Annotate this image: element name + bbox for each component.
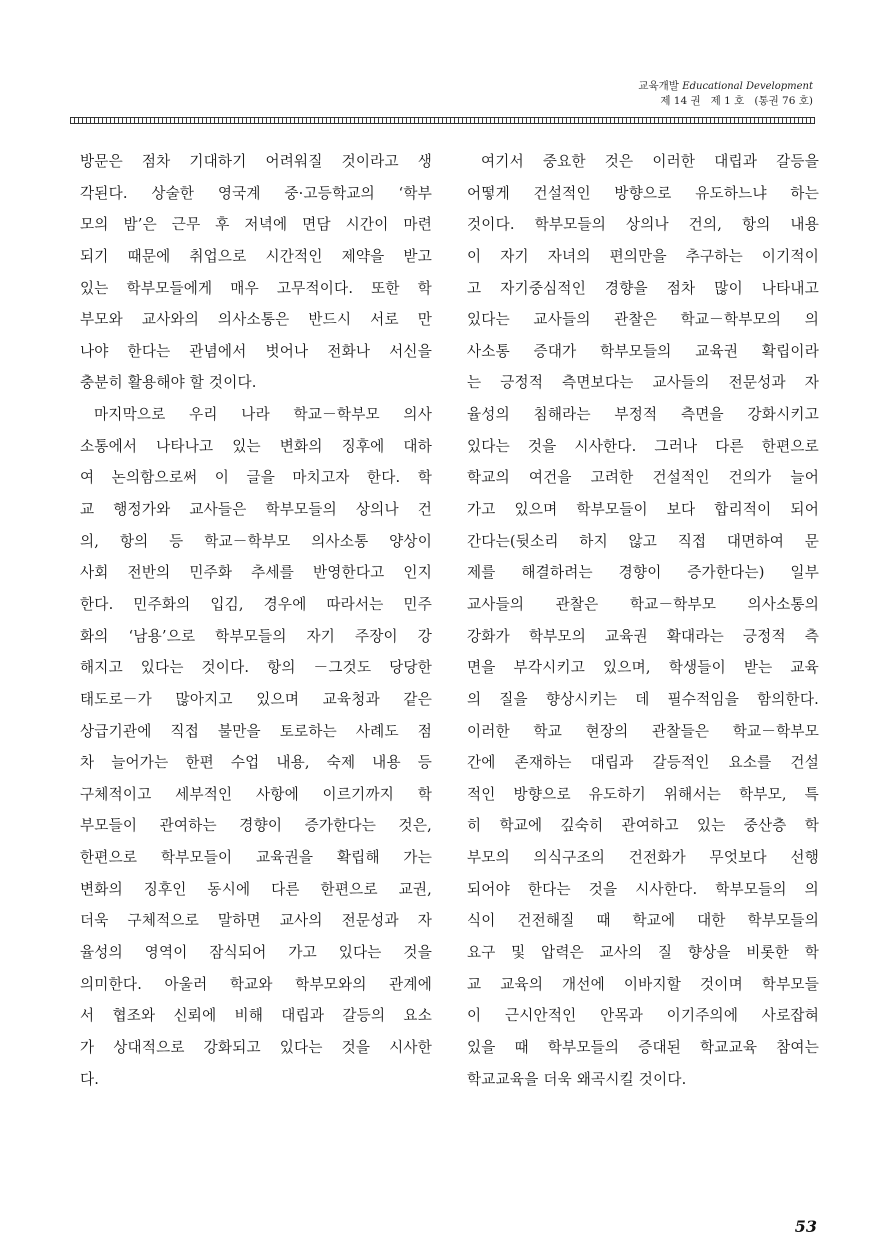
text-line: 있을 때 학부모들의 증대된 학교교육 참여는 xyxy=(467,1038,819,1056)
text-line: 있다는 교사들의 관찰은 학교－학부모의 의 xyxy=(467,311,819,329)
text-line: 각된다. 상술한 영국계 중·고등학교의 ‘학부 xyxy=(80,184,432,202)
text-line: 면을 부각시키고 있으며, 학생들이 받는 교육 xyxy=(467,659,819,677)
text-line: 학교의 여건을 고려한 건설적인 건의가 늘어 xyxy=(467,469,819,487)
volume-number: 제 14 권 xyxy=(660,95,701,107)
text-line: 한다. 민주화의 입김, 경우에 따라서는 민주 xyxy=(80,595,432,613)
running-header xyxy=(638,79,813,109)
text-line: 되기 때문에 취업으로 시간적인 제약을 받고 xyxy=(80,247,432,265)
text-line: 는 긍정적 측면보다는 교사들의 전문성과 자 xyxy=(467,374,819,392)
text-line: 부모와 교사와의 의사소통은 반드시 서로 만 xyxy=(80,311,432,329)
issue-number: 제 1 호 xyxy=(710,95,745,107)
header-divider xyxy=(70,117,815,124)
volume-issue-line xyxy=(638,94,813,109)
text-line: 고 자기중심적인 경향을 점차 많이 나타내고 xyxy=(467,279,819,297)
text-line: 태도로－가 많아지고 있으며 교육청과 같은 xyxy=(80,690,432,708)
text-line: 강화가 학부모의 교육권 확대라는 긍정적 측 xyxy=(467,627,819,645)
text-line: 방문은 점차 기대하기 어려워질 것이라고 생 xyxy=(80,153,432,170)
text-line: 이러한 학교 현장의 관찰들은 학교－학부모 xyxy=(467,722,819,740)
text-line: 것이다. 학부모들의 상의나 건의, 항의 내용 xyxy=(467,216,819,234)
serial-number: (통권 76 호) xyxy=(754,95,813,107)
text-line: 구체적이고 세부적인 사항에 이르기까지 학 xyxy=(80,785,432,803)
text-line: 가고 있으며 학부모들이 보다 합리적이 되어 xyxy=(467,501,819,519)
left-column xyxy=(80,146,432,1095)
text-line: 다. xyxy=(80,1070,100,1088)
text-line: 교 교육의 개선에 이바지할 것이며 학부모들 xyxy=(467,975,819,993)
text-line: 있다는 것을 시사한다. 그러나 다른 한편으로 xyxy=(467,437,819,455)
text-line: 히 학교에 깊숙히 관여하고 있는 중산층 학 xyxy=(467,817,819,835)
text-line: 모의 밤’은 근무 후 저녁에 면담 시간이 마련 xyxy=(80,216,432,234)
text-line: 교 행정가와 교사들은 학부모들의 상의나 건 xyxy=(80,501,432,519)
text-line: 적인 방향으로 유도하기 위해서는 학부모, 특 xyxy=(467,785,819,803)
text-line: 변화의 징후인 동시에 다른 한편으로 교권, xyxy=(80,880,432,898)
text-line: 어떻게 건설적인 방향으로 유도하느냐 하는 xyxy=(467,184,819,202)
text-line: 부모의 의식구조의 건전화가 무엇보다 선행 xyxy=(467,849,819,867)
text-line: 나야 한다는 관념에서 벗어나 전화나 서신을 xyxy=(80,342,432,360)
text-line: 여기서 중요한 것은 이러한 대립과 갈등을 xyxy=(481,153,819,170)
text-line: 의미한다. 아울러 학교와 학부모와의 관계에 xyxy=(80,975,432,993)
text-line: 한편으로 학부모들이 교육권을 확립해 가는 xyxy=(80,849,432,867)
text-line: 되어야 한다는 것을 시사한다. 학부모들의 의 xyxy=(467,880,819,898)
journal-title-english: Educational Development xyxy=(682,81,813,92)
text-line: 율성의 영역이 잠식되어 가고 있다는 것을 xyxy=(80,944,432,962)
right-column xyxy=(467,146,819,1095)
text-line: 사소통 증대가 학부모들의 교육권 확립이라 xyxy=(467,342,819,360)
text-line: 의 질을 향상시키는 데 필수적임을 함의한다. xyxy=(467,690,819,708)
text-line: 서 협조와 신뢰에 비해 대립과 갈등의 요소 xyxy=(80,1007,432,1025)
text-line: 이 근시안적인 안목과 이기주의에 사로잡혀 xyxy=(467,1007,819,1025)
text-line: 충분히 활용해야 할 것이다. xyxy=(80,374,257,392)
text-line: 교사들의 관찰은 학교－학부모 의사소통의 xyxy=(467,595,819,613)
text-line: 있는 학부모들에게 매우 고무적이다. 또한 학 xyxy=(80,279,432,297)
text-line: 간다는(뒷소리 하지 않고 직접 대면하여 문 xyxy=(467,532,819,550)
text-line: 의, 항의 등 학교－학부모 의사소통 양상이 xyxy=(80,532,432,550)
text-line: 요구 및 압력은 교사의 질 향상을 비롯한 학 xyxy=(467,944,819,962)
text-line: 마지막으로 우리 나라 학교－학부모 의사 xyxy=(94,406,432,424)
text-line: 차 늘어가는 한편 수업 내용, 숙제 내용 등 xyxy=(80,754,432,772)
text-line: 율성의 침해라는 부정적 측면을 강화시키고 xyxy=(467,406,819,424)
text-line: 상급기관에 직접 불만을 토로하는 사례도 점 xyxy=(80,722,432,740)
page-number: 53 xyxy=(794,1217,817,1236)
text-line: 제를 해결하려는 경향이 증가한다는) 일부 xyxy=(467,564,819,582)
text-line: 여 논의함으로써 이 글을 마치고자 한다. 학 xyxy=(80,469,432,487)
text-line: 이 자기 자녀의 편의만을 추구하는 이기적이 xyxy=(467,247,819,265)
text-line: 화의 ‘남용’으로 학부모들의 자기 주장이 강 xyxy=(80,627,432,645)
text-line: 더욱 구체적으로 말하면 교사의 전문성과 자 xyxy=(80,912,432,930)
journal-title-line xyxy=(638,79,813,94)
text-line: 학교교육을 더욱 왜곡시킬 것이다. xyxy=(467,1070,687,1088)
text-line: 부모들이 관여하는 경향이 증가한다는 것은, xyxy=(80,817,432,835)
text-line: 소통에서 나타나고 있는 변화의 징후에 대하 xyxy=(80,437,432,455)
journal-title-korean: 교육개발 xyxy=(638,80,679,92)
text-line: 사회 전반의 민주화 추세를 반영한다고 인지 xyxy=(80,564,432,582)
text-line: 간에 존재하는 대립과 갈등적인 요소를 건설 xyxy=(467,754,819,772)
text-line: 해지고 있다는 것이다. 항의 －그것도 당당한 xyxy=(80,659,432,677)
text-line: 식이 건전해질 때 학교에 대한 학부모들의 xyxy=(467,912,819,930)
text-line: 가 상대적으로 강화되고 있다는 것을 시사한 xyxy=(80,1038,432,1056)
